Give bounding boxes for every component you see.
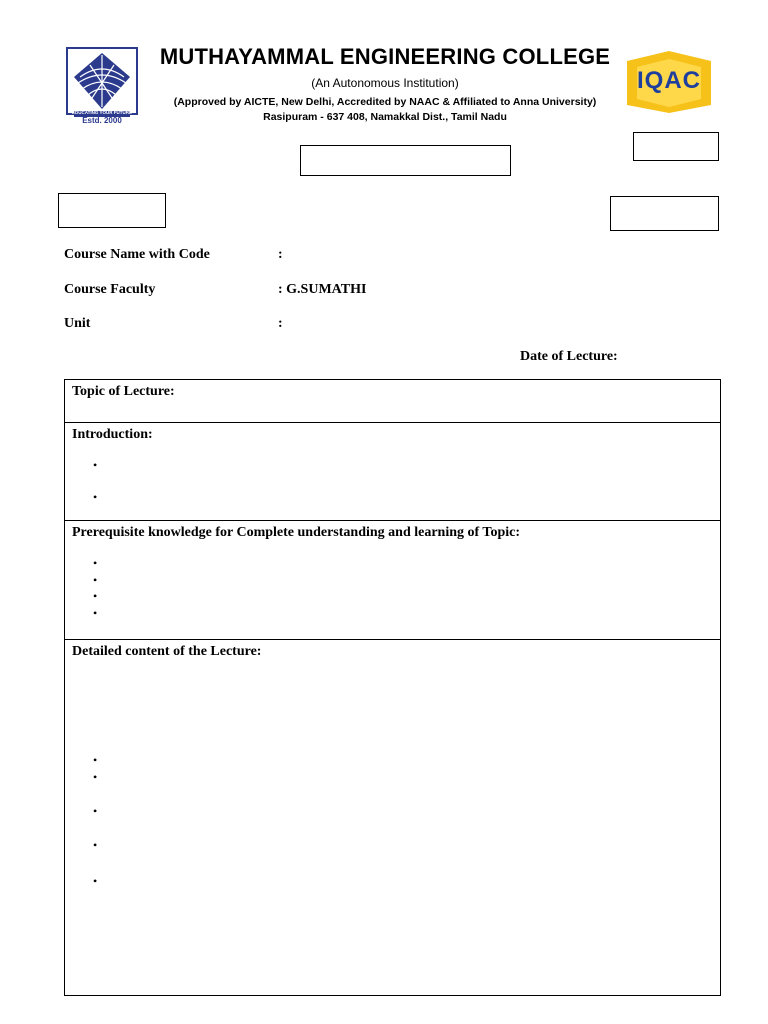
unit-value: : xyxy=(278,316,283,331)
course-name-value: : xyxy=(278,247,283,262)
approval-note: (Approved by AICTE, New Delhi, Accredited by NAAC & Affiliated to Anna University) xyxy=(173,96,597,108)
lecture-form xyxy=(64,379,721,996)
college-logo-icon xyxy=(66,47,138,127)
document-number-box[interactable] xyxy=(300,145,511,176)
course-faculty-label: Course Faculty xyxy=(64,282,156,297)
college-logo xyxy=(66,47,138,127)
iqac-text: IQAC xyxy=(637,67,701,94)
left-code-box[interactable] xyxy=(58,193,166,228)
unit-label: Unit xyxy=(64,316,91,331)
introduction-heading: Introduction: xyxy=(72,427,153,442)
autonomous-note: (An Autonomous Institution) xyxy=(311,76,459,90)
course-name-label: Course Name with Code xyxy=(64,247,210,262)
bullet-icon: • xyxy=(93,458,98,472)
prerequisite-heading: Prerequisite knowledge for Complete understanding and learning of Topic: xyxy=(72,525,521,540)
bullet-icon: • xyxy=(93,490,98,504)
detailed-content-heading: Detailed content of the Lecture: xyxy=(72,644,262,659)
bullet-icon: • xyxy=(93,753,98,767)
logo-motto: EDUCATING YOUR FUTURE xyxy=(71,110,133,115)
bullet-icon: • xyxy=(93,804,98,818)
right-code-box[interactable] xyxy=(610,196,719,231)
topic-heading: Topic of Lecture: xyxy=(72,384,175,399)
topic-section[interactable] xyxy=(65,380,720,423)
bullet-icon: • xyxy=(93,874,98,888)
bullet-icon: • xyxy=(93,770,98,784)
iqac-logo xyxy=(619,47,719,115)
introduction-section[interactable] xyxy=(65,423,720,521)
logo-established: Estd. 2000 xyxy=(82,116,122,125)
college-address: Rasipuram - 637 408, Namakkal Dist., Tamil Nadu xyxy=(263,111,507,123)
detailed-content-section[interactable] xyxy=(65,640,720,994)
college-name: MUTHAYAMMAL ENGINEERING COLLEGE xyxy=(159,44,611,69)
bullet-icon: • xyxy=(93,589,98,603)
bullet-icon: • xyxy=(93,556,98,570)
prerequisite-section[interactable] xyxy=(65,521,720,640)
bullet-icon: • xyxy=(93,838,98,852)
bullet-icon: • xyxy=(93,606,98,620)
bullet-icon: • xyxy=(93,573,98,587)
date-of-lecture-label: Date of Lecture: xyxy=(520,349,618,364)
course-faculty-value: : G.SUMATHI xyxy=(278,282,367,297)
page-number-box[interactable] xyxy=(633,132,719,161)
